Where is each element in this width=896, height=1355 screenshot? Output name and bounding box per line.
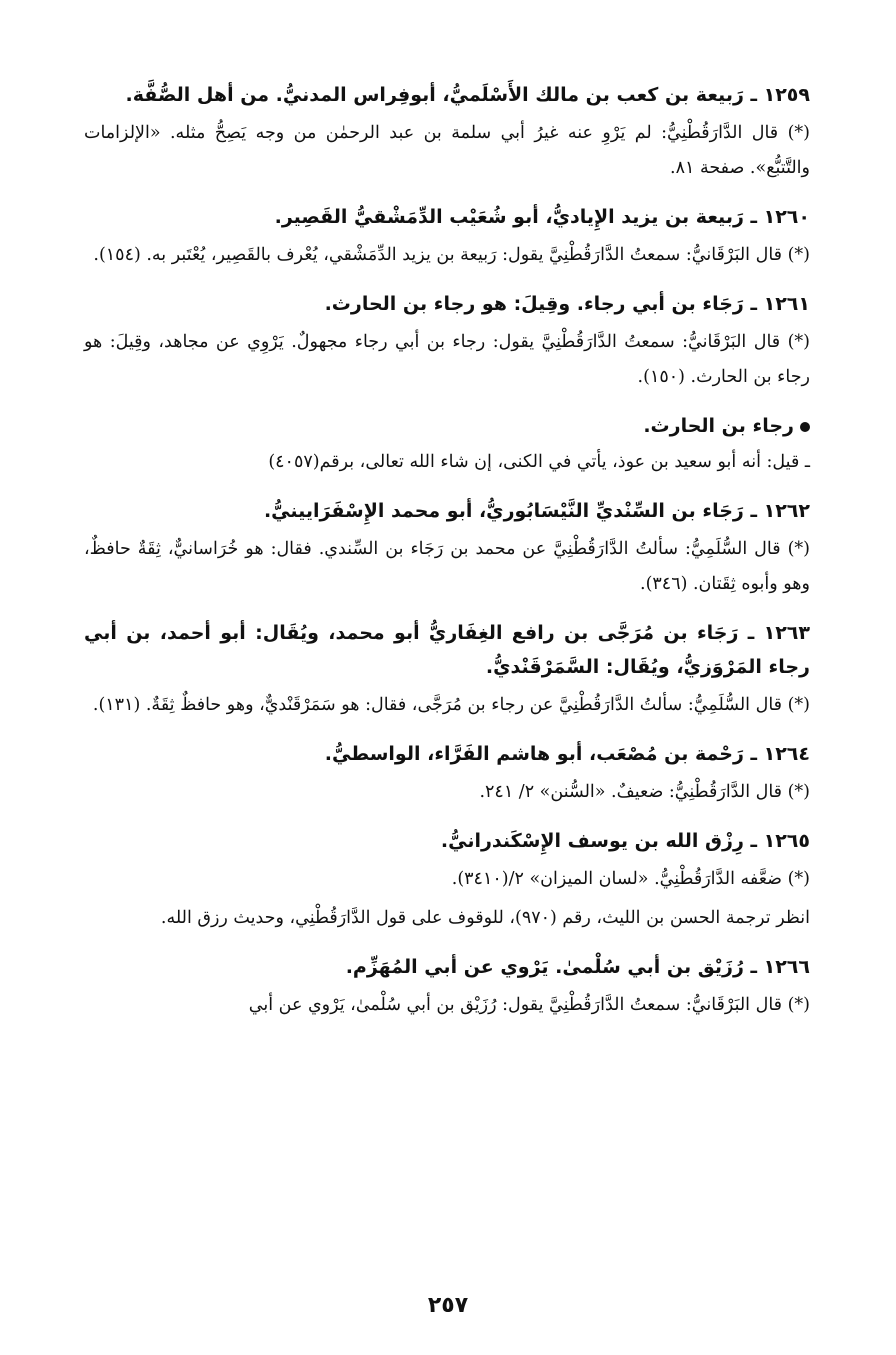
entry-1262-heading: ١٢٦٢ ـ رَجَاء بن السِّنْديِّ النَّيْسَابُوريُّ، أبو محمد الإِسْفَرَايينيُّ. — [263, 500, 810, 522]
entry-1261-heading: ١٢٦١ ـ رَجَاء بن أبي رجاء. وقِيلَ: هو رجاء بن الحارث. — [324, 293, 810, 315]
entry-1265-note: (*) ضعَّفه الدَّارَقُطْنِيُّ. «لسان الميزان» ٢/(٣٤١٠). — [451, 869, 810, 889]
entry-1264-note: (*) قال الدَّارَقُطْنِيُّ: ضعيفٌ. «السُّنن» ٢/ ٢٤١. — [479, 782, 810, 802]
entry-1262-note: (*) قال السُّلَمِيُّ: سألتُ الدَّارَقُطْنِيَّ عن محمد بن رَجَاء بن السِّندي. فقال: هو خُرَاسانيٌّ، ثِقَةٌ حافظٌ، وهو وأبوه ثِقَتان. (٣٤٦). — [84, 539, 810, 594]
entry-1263-heading: ١٢٦٣ ـ رَجَاء بن مُرَجَّى بن رافع الغِفَاريُّ أبو محمد، ويُقَال: أبو أحمد، بن أبي رجاء المَرْوَزيُّ، ويُقَال: السَّمَرْقَنْديُّ. — [84, 622, 810, 678]
entry-1260-note: (*) قال البَرْقَانيُّ: سمعتُ الدَّارَقُطْنِيَّ يقول: رَبيعة بن يزيد الدِّمَشْقي، يُعْرف بالقَصِير، يُعْتَبر به. (١٥٤). — [93, 245, 810, 265]
bullet-heading — [84, 409, 810, 443]
entry-1260-heading: ١٢٦٠ ـ رَبيعة بن يزيد الإِياديُّ، أبو شُعَيْب الدِّمَشْقيُّ القَصِير. — [274, 206, 810, 228]
entry-1265-extra: انظر ترجمة الحسن بن الليث، رقم (٩٧٠)، للوقوف على قول الدَّارَقُطْنِي، وحديث رزق الله. — [160, 908, 810, 928]
entry-1266-note: (*) قال البَرْقَانيُّ: سمعتُ الدَّارَقُطْنِيَّ يقول: رُزَيْق بن أبي سُلْمىٰ، يَرْوي عن أبي — [248, 995, 810, 1015]
page-number: ٢٥٧ — [427, 1293, 469, 1318]
entry-1259-heading: ١٢٥٩ ـ رَبيعة بن كعب بن مالك الأَسْلَميُّ، أبوفِراس المدنيُّ. من أهل الصُّفَّة. — [125, 84, 810, 106]
bullet-text: ـ قيل: أنه أبو سعيد بن عوذ، يأتي في الكنى، إن شاء الله تعالى، برقم(٤٠٥٧) — [268, 452, 810, 472]
entry-1264-heading: ١٢٦٤ ـ رَحْمة بن مُصْعَب، أبو هاشم الفَرَّاء، الواسطيُّ. — [324, 743, 810, 765]
entry-1265-heading: ١٢٦٥ ـ رِزْق الله بن يوسف الإِسْكَندرانيُّ. — [440, 830, 810, 852]
entry-1261-note: (*) قال البَرْقَانيُّ: سمعتُ الدَّارَقُطْنِيَّ يقول: رجاء بن أبي رجاء مجهولٌ. يَرْوِي عن مجاهد، وقِيلَ: هو رجاء بن الحارث. (١٥٠). — [84, 332, 810, 387]
entry-1259-note: (*) قال الدَّارَقُطْنِيُّ: لم يَرْوِ عنه غيرُ أبي سلمة بن عبد الرحمٰن من وجه يَصِحُّ مثله. «الإلزامات والتَّتبُّع». صفحة ٨١. — [84, 123, 810, 178]
bullet-icon — [800, 422, 810, 432]
bullet-heading-text: رجاء بن الحارث. — [643, 415, 794, 437]
entry-1266-heading: ١٢٦٦ ـ رُزَيْق بن أبي سُلْمىٰ. يَرْوي عن أبي المُهَزِّم. — [345, 956, 810, 978]
entry-1263-note: (*) قال السُّلَمِيُّ: سألتُ الدَّارَقُطْنِيَّ عن رجاء بن مُرَجَّى، فقال: هو سَمَرْقَنْديٌّ، وهو حافظٌ ثِقَةٌ. (١٣١). — [92, 695, 810, 715]
page-body — [84, 78, 810, 1037]
